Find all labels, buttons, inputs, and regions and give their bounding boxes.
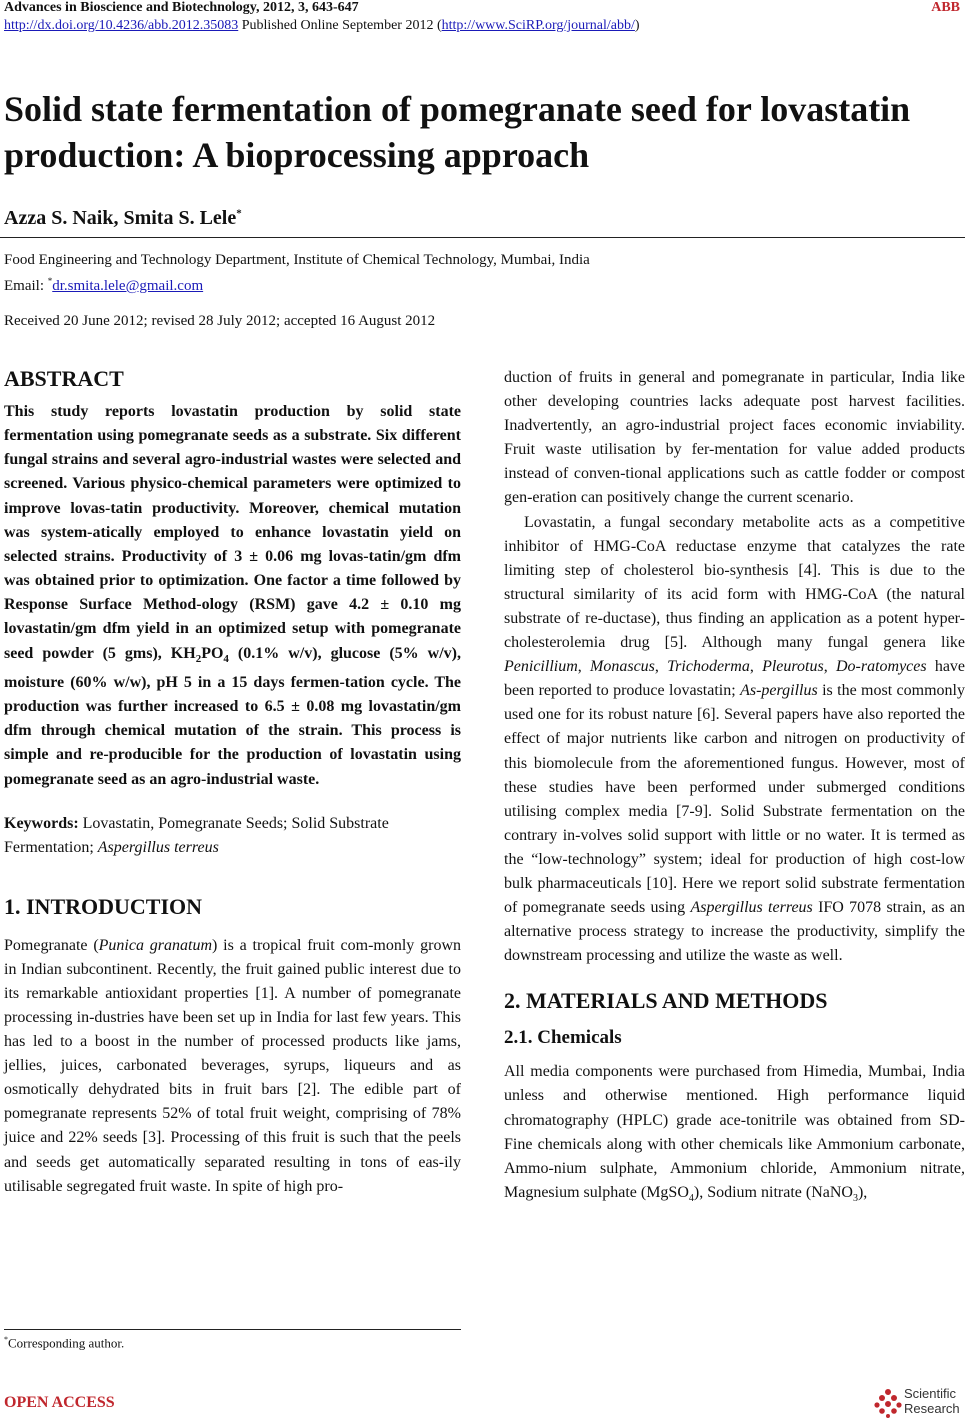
keywords: Keywords: Lovastatin, Pomegranate Seeds; Solid Substrate Fermentation; Aspergillus terreus (4, 814, 389, 856)
author-names: Azza S. Naik, Smita S. Lele (4, 207, 237, 229)
abstract-heading: ABSTRACT (4, 366, 124, 391)
abstract-text: This study reports lovastatin production by solid state fermentation using pomegranate seeds as a substrate. Six different fungal strains and several agro-industrial wastes were selected and screened. Various physico-chemical parameters were optimized to improve lovas-tatin productivity. Moreover, chemical mutation was system-atically employed to enhance lovastatin yield on selected strains. Productivity of 3 ± 0.06 mg lovas-tatin/gm dfm was obtained prior to optimization. One factor a time followed by Response Surface Method-ology (RSM) gave 4.2 ± 0.10 mg lovastatin/gm dfm yield in an optimized setup with pomegranate seed powder (5 gms), $KH_2PO_4$ (0.1% w/v), glucose (5% w/v), moisture (60% w/w), pH 5 in a 15 days fermen-tation cycle. The production was further increased to 6.5 ± 0.08 mg lovastatin/gm dfm through chemical mutation of the strain. This process is simple and re-producible for the production of lovastatin using pomegranate seed as an agro-industrial waste. (4, 403, 461, 788)
publication-line (4, 18, 640, 34)
scientific-research-logo (874, 1386, 964, 1420)
journal-line: Advances in Bioscience and Biotechnology, 2012, 3, 643-647 (4, 0, 359, 15)
journal-header (4, 0, 962, 16)
intro-paragraph-1: Pomegranate (Punica granatum) is a tropical fruit com-monly grown in Indian subcontinent. Recently, the fruit gained public interest due to its remarkable antioxidant properties [1]. A number of pomegranate processing in-dustries have been set up in India for last few years. This has led to a boost in the number of processed products like jams, jellies, juices, carbonated beverages, syrups, liqueurs and as osmotically dehydrated bits in fruit bars [2]. The edible part of pomegranate represents 52% of total fruit weight, comprising of 78% juice and 22% seeds [3]. Processing of this fruit is such that the peels and seeds get automatically separated resulting in tons of eas-ily utilisable segregated fruit waste. In spite of high pro- (4, 936, 461, 1195)
logo-text: Scientific Research (904, 1386, 960, 1416)
journal-abbr: ABB (931, 0, 960, 15)
logo-dots-icon (874, 1388, 902, 1418)
footnote-rule (4, 1329, 461, 1330)
chemicals-subheading: 2.1. Chemicals (504, 1027, 622, 1049)
journal-url-link[interactable]: http://www.SciRP.org/journal/abb/ (441, 18, 635, 33)
author-rule (0, 237, 965, 238)
email-line (4, 271, 590, 297)
footnote: *Corresponding author. (4, 1335, 125, 1351)
right-column (504, 366, 965, 1211)
chemicals-paragraph: All media components were purchased from Himedia, Mumbai, India unless and otherwise mentioned. High performance liquid chromatography (HPLC) grade ace-tonitrile was obtained from SD-Fine chemicals along with other chemicals like Ammonium carbonate, Ammo-nium sulphate, Ammonium chloride, Ammonium nitrate, Magnesium sulphate (MgSO$_4$), Sodium nitrate (NaNO$_3$), (504, 1063, 965, 1204)
authors (4, 207, 242, 230)
email-link[interactable]: dr.smita.lele@gmail.com (52, 278, 204, 294)
close-paren: ) (634, 18, 640, 33)
corresponding-mark: * (236, 207, 242, 220)
intro-paragraph-1-continued: duction of fruits in general and pomegranate in particular, India like other developing countries lacks adequate post harvest facilities. Inadvertently, an agro-industrial project faces economic inviability. Fruit waste utilisation by fer-mentation for value added products instead of conven-tional applications such as cattle fodder or compost gen-eration can positively change the current scenario. (504, 369, 965, 507)
intro-heading: 1. INTRODUCTION (4, 893, 203, 919)
open-access-label: OPEN ACCESS (4, 1394, 115, 1411)
affiliation: Food Engineering and Technology Department, Institute of Chemical Technology, Mumbai, India (4, 252, 590, 268)
affiliation-block (4, 250, 590, 297)
email-label: Email: (4, 278, 48, 294)
paper-title: Solid state fermentation of pomegranate seed for lovastatin production: A bioprocessing approach (4, 89, 911, 175)
methods-heading: 2. MATERIALS AND METHODS (504, 988, 828, 1014)
email-mark: * (47, 276, 53, 286)
published-text: Published Online September 2012 ( (238, 18, 442, 33)
left-column (4, 366, 461, 1199)
received-dates: Received 20 June 2012; revised 28 July 2012; accepted 16 August 2012 (4, 313, 436, 329)
doi-link[interactable]: http://dx.doi.org/10.4236/abb.2012.35083 (4, 18, 239, 33)
keywords-label: Keywords: (4, 814, 79, 832)
intro-paragraph-2: Lovastatin, a fungal secondary metabolite acts as a competitive inhibitor of HMG-CoA reductase enzyme that catalyzes the rate limiting step of cholesterol bio-synthesis [4]. This is due to the structural similarity of its acid form with HMG-CoA (the natural substrate of re-ductase), thus finding an application as a potent hyper-cholesterolemia drug [5]. Although many fungal genera like Penicillium, Monascus, Trichoderma, Pleurotus, Do-ratomyces have been reported to produce lovastatin; As-pergillus is the most commonly used one for its robust nature [6]. Several papers have also reported the effect of major nutrients like carbon and nitrogen on productivity of this biomolecule from the aforementioned fungus. However, most of these studies have been performed under submerged conditions utilising complex media [7-9]. Solid Substrate fermentation on the contrary in-volves solid support with little or no water. It is termed as the “low-technology” system; ideal for production of high cost-low bulk pharmaceuticals [10]. Here we report solid substrate fermentation of pomegranate seeds using Aspergillus terreus IFO 7078 strain, as an alternative process strategy to increase the productivity, simplify the downstream processing and utilize the waste as well. (504, 513, 966, 965)
